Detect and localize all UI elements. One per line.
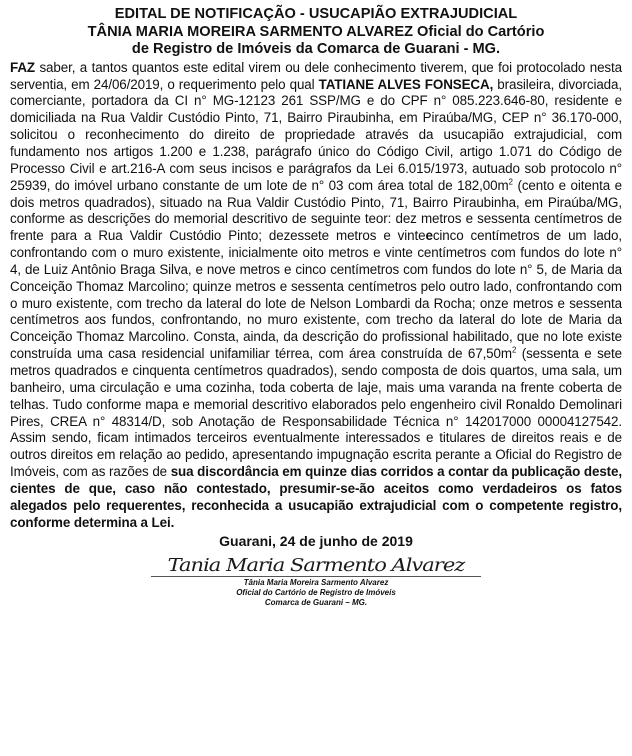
- built-area-superscript: 2: [511, 345, 517, 355]
- notice-header: [10, 6, 622, 59]
- signer-title: Oficial do Cartório de Registro de Imóveis: [236, 588, 396, 598]
- notice-page: [10, 6, 622, 744]
- body-lead: FAZ: [10, 59, 35, 75]
- body-part-a: saber, a tantos quantos este edital virem ou dele conhecimento tiverem, que foi protocolado nesta serventia, em 24/06/2019, o requerimento pelo qual: [10, 59, 622, 92]
- signature-info: [10, 578, 622, 608]
- body-bold-conclusion: sua discordância em quinze dias corridos a contar da publicação deste, cientes de que, caso não contestado, presumir-se-ão aceitos como verdadeiros os fatos alegados pelo requerentes, reconhecida a usucapião extrajudicial com o competente registro, conforme determina a Lei.: [10, 464, 622, 530]
- notice-body: [10, 60, 622, 532]
- header-officer: TÂNIA MARIA MOREIRA SARMENTO ALVAREZ Oficial do Cartório: [87, 23, 545, 40]
- requester-name: TATIANE ALVES FONSECA,: [318, 76, 494, 92]
- body-part-c: (cento e oitenta e dois metros quadrados), situado na Rua Valdir Custódio Pinto, 71, Bairro Piraubinha, em Piraúba/MG, conforme as descrições do memorial descritivo de seguinte teor: dez metros e sessenta centímetros de frente para a Rua Valdir Custódio Pinto; dezessete metros e vinte: [10, 177, 622, 244]
- handwritten-signature: Tania Maria Sarmento Alvarez: [167, 555, 465, 576]
- signature-line: [151, 576, 481, 577]
- body-part-b: brasileira, divorciada, comerciante, portadora da CI n° MG-12123 261 SSP/MG e do CPF n° 085.223.646-80, residente e domiciliada na Rua Valdir Custódio Pinto, 71, Bairro Piraubinha, em Piraúba/MG, CEP n° 36.170-000, solicitou o reconhecimento do direito de propriedade através da usucapião extrajudicial, com fundamento nos artigos 1.200 e 1.238, parágrafo único do Código Civil, artigo 1.071 do Código de Processo Civil e art.216-A com seus incisos e parágrafos da Lei 6.015/1973, autuado sob protocolo n° 25939, do imóvel urbano constante de um lote de n° 03 com área total de 182,00m: [10, 76, 622, 193]
- header-registry: de Registro de Imóveis da Comarca de Guarani - MG.: [131, 41, 501, 58]
- area-superscript: 2: [508, 177, 513, 187]
- signer-district: Comarca de Guarani – MG.: [264, 598, 368, 608]
- body-bold-e: e: [425, 228, 433, 244]
- notice-date: Guarani, 24 de junho de 2019: [219, 533, 413, 550]
- header-title: EDITAL DE NOTIFICAÇÃO - USUCAPIÃO EXTRAJUDICIAL: [114, 6, 518, 22]
- body-part-d: cinco centímetros de um lado, confrontando com o muro existente, inicialmente oito metros e vinte centímetros com fundos do lote n° 4, de Luiz Antônio Braga Silva, e nove metros e cinco centímetros com fundos do lote n° 5, de Maria da Conceição Thomaz Marcolino; quinze metros e sessenta centímetros pelo outro lado, confrontando com o muro existente, com trecho da lateral do lote de Nelson Lombardi da Rocha; onze metros e sessenta centímetros aos fundos, confrontando, no muro existente, com trecho da lateral do lote de Maria da Conceição Thomaz Marcolino. Consta, ainda, da descrição do profissional habilitado, que no lote existe construída uma casa residencial unifamiliar térrea, com área construída de 67,50m: [10, 228, 623, 362]
- body-part-f: (sessenta e sete metros quadrados e cinquenta centímetros quadrados), sendo composta de dois quartos, uma sala, um banheiro, uma circulação e uma cozinha, toda coberta de laje, mais uma varanda na frente coberta de telhas. Tudo conforme mapa e memorial descritivo elaborados pelo engenheiro civil Ronaldo Demolinari Pires, CREA n° 48314/D, sob Anotação de Responsabilidade Técnica n° 142017000 00004127542. Assim sendo, ficam intimados terceiros eventualmente interessados e titulares de direitos reais e de outros direitos em relação ao pedido, apresentando impugnação escrita perante a Oficial do Registro de Imóveis, com as razões de: [10, 346, 622, 480]
- signer-name: Tânia Maria Moreira Sarmento Alvarez: [243, 578, 389, 588]
